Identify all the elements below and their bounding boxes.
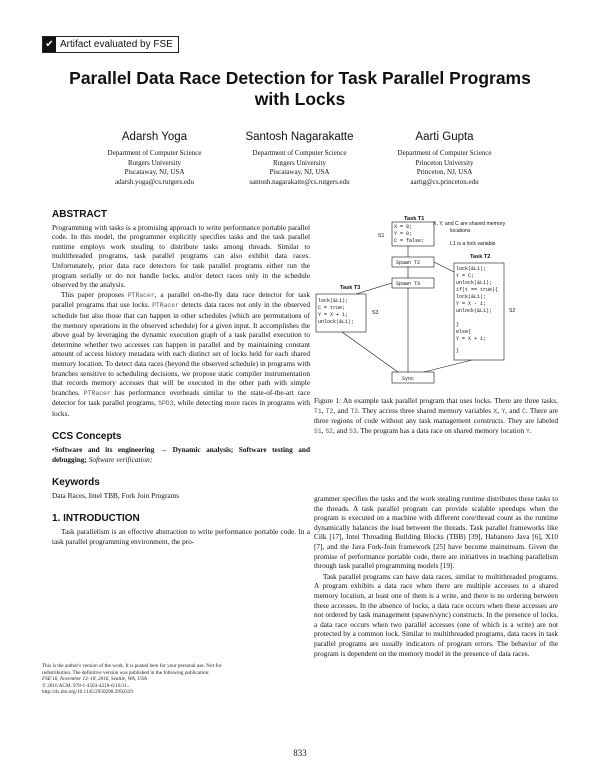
author-email: adarsh.yoga@cs.rutgers.edu: [115, 177, 194, 186]
spawn-t3-label: Spawn T3: [396, 281, 421, 287]
introduction-paragraph-1-cont: grammer specifies the tasks and the work stealing runtime distributes these tasks to the threads. A task parallel program can provide scalable speedups when the program is executed on a machine with different core/thread count as the runtime dynamically balances the load between the threads. Task parallel frameworks like Cilk [17], Intel Threading Building Blocks (TBB) [39], Habanero Java [6], X10 [7], and the Java Fork-Join framework [25] have become mainstream. Given the promise of performance portable code, there are initiatives in teaching parallelism through task parallel programming models [19].: [314, 494, 558, 571]
task-t1-label: Task T1: [404, 216, 425, 222]
shared-vars-note: X, Y, and C are shared memory: [433, 221, 506, 227]
lock-note: L1 is a lock variable: [450, 241, 496, 247]
author-city: Piscataway, NJ, USA: [124, 168, 185, 177]
abstract-heading: ABSTRACT: [52, 209, 107, 220]
footnote-line: FSE'16, November 13–18, 2016, Seattle, WA, USA: [42, 676, 147, 683]
code-line: X = 0;: [394, 224, 413, 230]
author-city: Piscataway, NJ, USA: [269, 168, 330, 177]
code-line: t = C;: [456, 273, 475, 279]
edge: [434, 262, 454, 272]
edge: [342, 332, 398, 372]
code-line: }: [456, 322, 460, 328]
region-s3-label: S3: [372, 310, 379, 316]
author-city: Princeton, NJ, USA: [416, 168, 473, 177]
author-dept: Department of Computer Science: [397, 149, 492, 157]
figure-1-diagram: [312, 212, 557, 387]
code-line: }: [456, 348, 460, 354]
spawn-t2-label: Spawn T2: [396, 260, 421, 266]
author-name: Santosh Nagarakatte: [245, 131, 354, 143]
code-line: unlock(&L1);: [318, 319, 355, 325]
artifact-badge: [42, 36, 179, 53]
keywords-heading: Keywords: [52, 477, 100, 489]
author-dept: Department of Computer Science: [252, 149, 347, 157]
code-line: else{: [456, 329, 472, 335]
author-email: santosh.nagarakatte@cs.rutgers.edu: [249, 177, 350, 186]
region-s2-label: S2: [509, 308, 516, 314]
code-line: unlock(&L1);: [456, 308, 493, 314]
artifact-badge-label: Artifact evaluated by FSE: [60, 39, 173, 50]
task-t3-label: Task T3: [340, 285, 361, 291]
ccs-heading: CCS Concepts: [52, 431, 122, 443]
title-line-1: Parallel Data Race Detection for Task Parallel Programs: [69, 68, 531, 88]
code-line: Y = X - 1;: [456, 301, 487, 307]
author-univ: Rutgers University: [127, 158, 182, 167]
code-line: if(t == true){: [456, 287, 499, 293]
footnote-line: http://dx.doi.org/10.1145/2950290.2950329: [42, 689, 133, 696]
edge: [356, 283, 392, 294]
code-line: C = false;: [394, 238, 425, 244]
checkmark-icon: ✔: [43, 37, 56, 52]
left-column: [52, 210, 310, 546]
figure-1-caption: Figure 1: An example task parallel program that uses locks. There are three tasks, T1, T2, and T3. They access three shared memory variables X, Y, and C. There are three regions of code without any task management constructs. They are labeled S1, S2, and S3. The program has a data race on shared memory location Y.: [314, 396, 558, 435]
code-line: Y = X + 1;: [456, 336, 487, 342]
author-name: Adarsh Yoga: [121, 131, 188, 143]
author-univ: Princeton University: [415, 158, 474, 167]
abstract-paragraph-1: Programming with tasks is a promising approach to write performance portable parallel code. In this model, the programmer explicitly specifies tasks and the task parallel runtime employs work stealing to distribute tasks among threads. Similar to multithreaded programs, task parallel programs can also exhibit data races. Unfortunately, prior data race detectors for task parallel programs either run the program serially or do not handle locks, and/or detect races only in the schedule observed by the analysis.: [52, 222, 310, 290]
author-dept: Department of Computer Science: [107, 149, 202, 157]
introduction-paragraph-2: Task parallel programs can have data races, similar to multithreaded programs. A program exhibits a data race when there are multiple accesses to a shared memory location, at least one of them is a write, and there is no ordering between these accesses. In the absence of locks, a data race occurs when these accesses are not ordered by task management (spawn/sync) constructs. In the presence of locks, a data race occurs when two parallel accesses (one of which is a write) are not protected by a common lock. Similar to multithreaded programs, data races in task parallel programs are usually indicators of program errors. The behavior of the program is dependent on the memory model in the presence of data races.: [314, 571, 558, 658]
author-block: [357, 131, 532, 187]
keywords-text: Data Races, Intel TBB, Fork Join Programs: [52, 490, 180, 500]
abstract-paragraph-2: This paper proposes PTRacer, a parallel on-the-fly data race detector for task parallel programs that use locks. PTRacer detects data races not only in the observed schedule but also those that can happen in other schedules (which are permutations of the memory operations in the observed schedule) for a given input. It accomplishes the above goal by leveraging the dynamic execution graph of a task parallel execution to determine whether two accesses can happen in parallel and by maintaining constant amount of access history metadata with each distinct set of locks held for each shared memory location. To detect data races (beyond the observed schedule) in programs with branches sensitive to scheduling decisions, we propose static compiler instrumentation that records memory accesses that will be executed in the other path with simple branches. PTRacer has performance overheads similar to the state-of-the-art race detector for task parallel programs, SPD3, while detecting more races in programs with locks.: [52, 289, 310, 418]
region-s1-label: S1: [378, 233, 385, 239]
footnote-line: redistribution. The definitive version was published in the following publication:: [42, 669, 210, 676]
right-column: [314, 494, 558, 658]
code-line: lock(&L1);: [318, 298, 349, 304]
page-number: 833: [293, 748, 307, 758]
footnote-line: © 2016 ACM. 978-1-4503-4218-6/16/11...: [42, 682, 131, 689]
introduction-paragraph-1: Task parallelism is an effective abstraction to write performance portable code. In a task parallel programming environment, the pro-: [52, 527, 310, 546]
title-line-2: with Locks: [254, 89, 346, 109]
footnote-line: This is the author's version of the work. It is posted here for your personal use. Not for: [42, 663, 222, 669]
edge: [424, 360, 472, 372]
ccs-concepts: •Software and its engineering → Dynamic analysis; Software testing and debugging; Software verification;: [52, 445, 310, 464]
author-email: aartig@cs.princeton.edu: [410, 177, 479, 186]
sync-label: Sync: [402, 376, 415, 382]
code-line: lock(&L1);: [456, 294, 487, 300]
author-name: Aarti Gupta: [415, 131, 474, 143]
code-line: C = true;: [318, 305, 346, 311]
shared-vars-note: locations: [450, 228, 471, 234]
code-line: lock(&L1);: [456, 266, 487, 272]
introduction-heading: 1. INTRODUCTION: [52, 513, 140, 525]
code-line: Y = X + 1;: [318, 312, 349, 318]
author-univ: Rutgers University: [272, 158, 327, 167]
code-line: Y = 0;: [394, 231, 413, 237]
paper-title: [40, 68, 560, 110]
task-t2-label: Task T2: [470, 254, 491, 260]
code-line: unlock(&L1);: [456, 280, 493, 286]
copyright-footnote: [42, 663, 304, 696]
